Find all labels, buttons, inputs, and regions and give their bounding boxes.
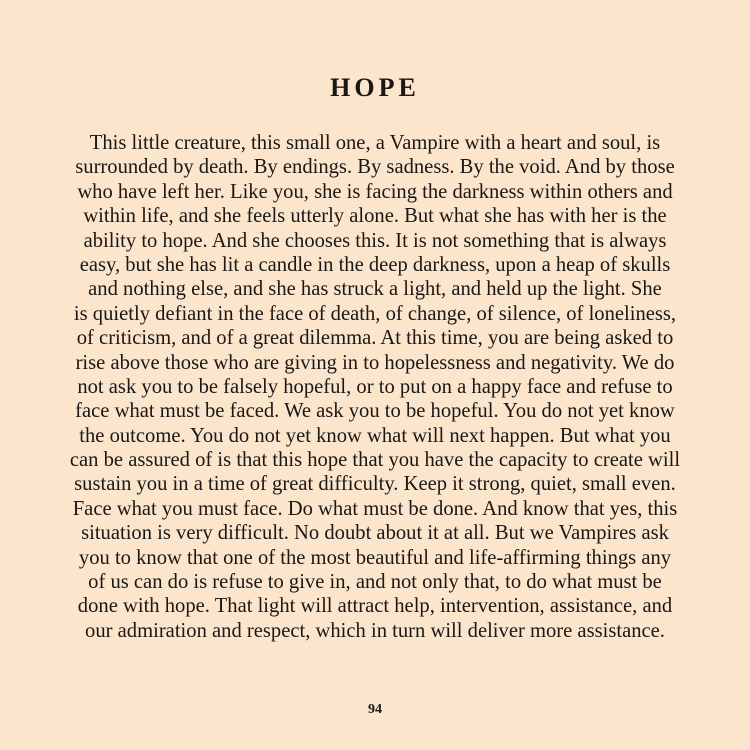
text-line: the outcome. You do not yet know what will next happen. But what you	[79, 424, 671, 447]
text-line: you to know that one of the most beautiful and life-affirming things any	[78, 546, 672, 569]
text-line: is quietly defiant in the face of death, of change, of silence, of loneliness,	[73, 302, 677, 325]
text-line: ability to hope. And she chooses this. It is not something that is always	[83, 229, 667, 252]
text-line: face what must be faced. We ask you to be hopeful. You do not yet know	[75, 400, 675, 423]
text-line: who have left her. Like you, she is facing the darkness within others and	[77, 180, 673, 203]
body-paragraph	[60, 131, 690, 643]
text-line: easy, but she has lit a candle in the deep darkness, upon a heap of skulls	[79, 253, 671, 276]
page-title: HOPE	[330, 73, 420, 102]
text-line: of us can do is refuse to give in, and not only that, to do what must be	[88, 571, 662, 594]
text-line: can be assured of is that this hope that you have the capacity to create will	[69, 449, 681, 472]
text-line: done with hope. That light will attract help, intervention, assistance, and	[77, 595, 673, 618]
text-line: within life, and she feels utterly alone. But what she has with her is the	[83, 205, 667, 228]
text-line: situation is very difficult. No doubt about it at all. But we Vampires ask	[81, 522, 669, 545]
page-number: 94	[368, 702, 382, 717]
text-line: not ask you to be falsely hopeful, or to put on a happy face and refuse to	[77, 375, 673, 398]
text-line: surrounded by death. By endings. By sadness. By the void. And by those	[75, 156, 675, 179]
text-line: of criticism, and of a great dilemma. At this time, you are being asked to	[76, 327, 674, 350]
text-line: Face what you must face. Do what must be done. And know that yes, this	[72, 497, 678, 520]
text-line: rise above those who are giving in to hopelessness and negativity. We do	[75, 351, 675, 374]
text-line: and nothing else, and she has struck a light, and held up the light. She	[88, 278, 662, 301]
text-line: our admiration and respect, which in turn will deliver more assistance.	[85, 619, 665, 642]
text-line: This little creature, this small one, a Vampire with a heart and soul, is	[89, 132, 661, 154]
text-line: sustain you in a time of great difficulty. Keep it strong, quiet, small even.	[74, 473, 676, 496]
